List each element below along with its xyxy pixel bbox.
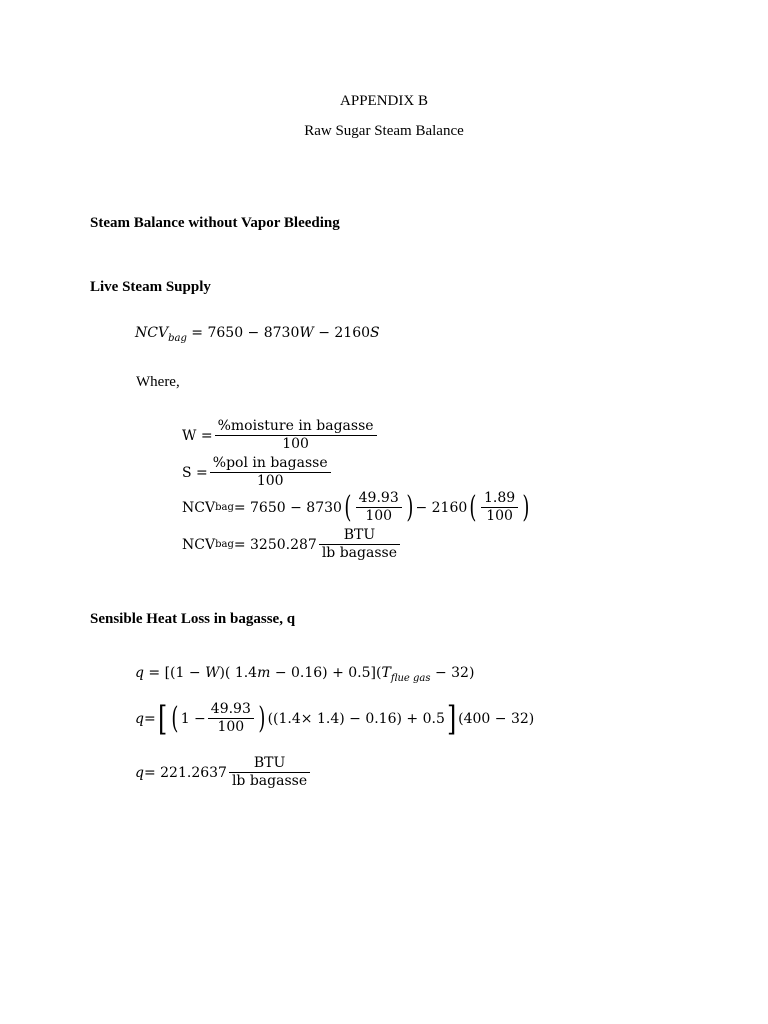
ncv1-fraction-pol	[481, 490, 518, 525]
q2-c: 1 −	[180, 710, 206, 727]
ncv2-subscript: bag	[215, 539, 234, 550]
ncv-symbol: NCV	[135, 325, 169, 341]
ncv1-subscript: bag	[215, 502, 234, 513]
q-result	[135, 755, 312, 790]
q-equation-substituted: q = [ ( 1 − $\frac{49.93}{100}$ ) ((1.4× 1.4) − 0.16) + 0.5 ] (400 − 32)	[135, 698, 535, 739]
ncv1-mid2: − 2160	[415, 499, 468, 516]
q2-denominator: 100	[208, 718, 254, 736]
q1-symbol: q	[135, 665, 144, 681]
q1-var-t: T	[381, 665, 391, 681]
ncv2-value: = 3250.287	[233, 536, 317, 553]
q3-symbol: q	[135, 764, 144, 781]
heading-sensible-heat-loss: Sensible Heat Loss in bagasse, q	[90, 611, 296, 627]
appendix-title: APPENDIX B	[340, 93, 428, 109]
ncv-substituted: NCV bag = 7650 − 8730 ( $\frac{49.93}{100}$ ) − 2160 ( $\frac{1.89}{100}$ )	[182, 489, 530, 525]
ncv-subscript: bag	[168, 332, 187, 344]
q1-e: − 32)	[430, 665, 475, 681]
w-definition	[182, 418, 379, 453]
ncv2-units-num: BTU	[343, 527, 376, 543]
w-numerator: %moisture in bagasse	[217, 418, 374, 434]
q1-c: )( 1.4	[219, 665, 258, 681]
ncv-equation	[135, 325, 380, 344]
q2-symbol: q	[135, 710, 144, 727]
ncv2-symbol: NCV	[182, 536, 216, 553]
q1-d: − 0.16) + 0.5](	[270, 665, 382, 681]
q1-t-subscript: flue gas	[390, 672, 431, 684]
q-equation-general	[135, 665, 474, 684]
q3-value: = 221.2637	[143, 764, 227, 781]
ncv1-den1: 100	[356, 507, 402, 525]
ncv-rhs-a: = 7650 − 8730	[186, 325, 300, 341]
s-lhs: S =	[182, 464, 208, 481]
q3-units	[229, 755, 310, 790]
where-label: Where,	[136, 374, 180, 390]
s-definition	[182, 455, 333, 490]
w-fraction	[215, 418, 377, 453]
q1-var-m: m	[257, 665, 271, 681]
q3-units-num: BTU	[253, 755, 286, 771]
q1-b: = [(1 −	[143, 665, 206, 681]
section-heading-steam-balance: Steam Balance without Vapor Bleeding	[90, 215, 340, 231]
ncv1-fraction-moisture	[356, 490, 402, 525]
q1-var-w: W	[205, 665, 220, 681]
ncv1-den2: 100	[481, 507, 518, 525]
q2-e: (400 − 32)	[458, 710, 535, 727]
ncv1-mid: = 7650 − 8730	[233, 499, 342, 516]
s-fraction	[210, 455, 331, 490]
ncv-var-s: S	[370, 325, 380, 341]
ncv2-units-den: lb bagasse	[319, 544, 400, 562]
ncv-result	[182, 527, 402, 562]
ncv1-symbol: NCV	[182, 499, 216, 516]
q2-b: =	[143, 710, 156, 727]
heading-live-steam-supply: Live Steam Supply	[90, 279, 211, 295]
q2-numerator: 49.93	[210, 701, 251, 717]
ncv1-num2: 1.89	[483, 490, 516, 506]
ncv1-num1: 49.93	[358, 490, 399, 506]
ncv-var-w: W	[299, 325, 314, 341]
w-lhs: W =	[182, 427, 213, 444]
ncv-rhs-b: − 2160	[313, 325, 371, 341]
q3-units-den: lb bagasse	[229, 772, 310, 790]
s-numerator: %pol in bagasse	[212, 455, 328, 471]
appendix-subtitle: Raw Sugar Steam Balance	[304, 123, 464, 139]
w-denominator: 100	[215, 435, 377, 453]
q2-fraction	[208, 701, 254, 736]
q2-d: ((1.4× 1.4) − 0.16) + 0.5	[267, 710, 445, 727]
ncv2-units	[319, 527, 400, 562]
s-denominator: 100	[210, 472, 331, 490]
